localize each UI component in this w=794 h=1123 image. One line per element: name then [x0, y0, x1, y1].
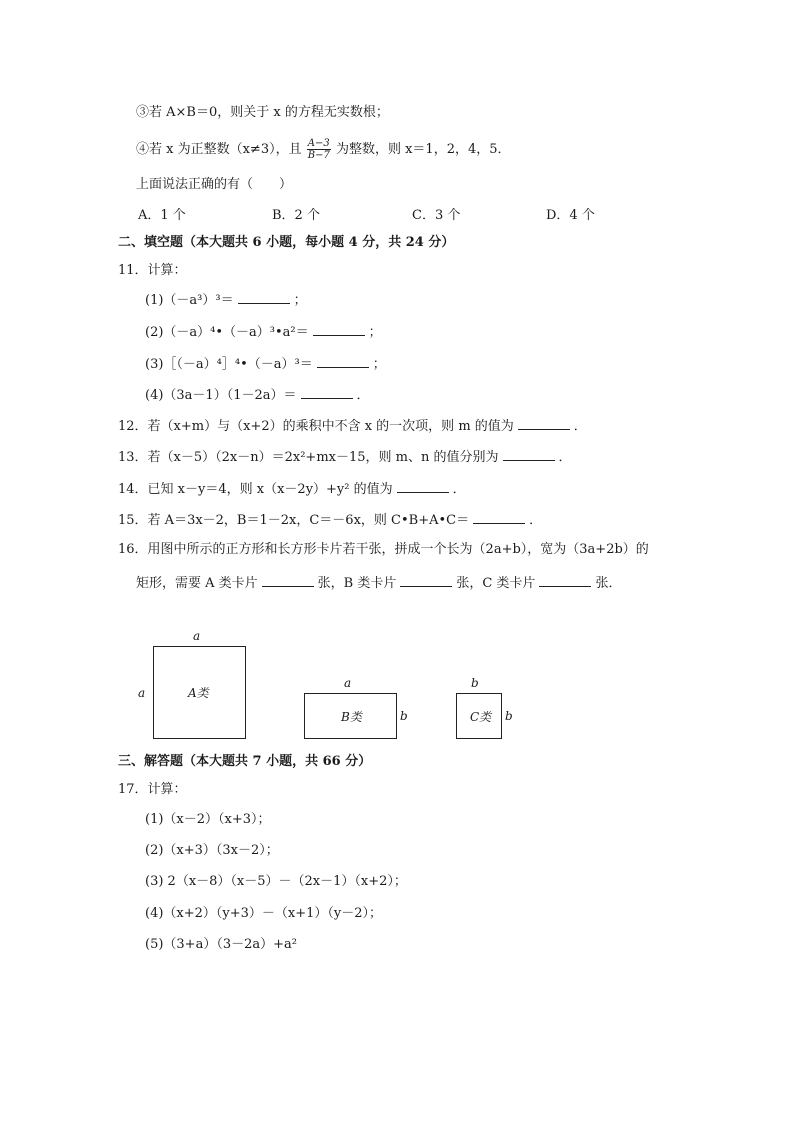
answer-blank — [539, 573, 591, 587]
answer-blank — [313, 322, 365, 336]
q15-tail: ． — [529, 513, 543, 528]
card-a — [153, 646, 246, 739]
card-a-name: A类 — [188, 686, 209, 700]
card-a-top-label: a — [193, 629, 201, 643]
q15-text: 15．若 A＝3x－2，B＝1－2x，C＝－6x，则 C•B+A•C＝ — [118, 513, 470, 528]
q11-part-2-tail: ； — [368, 325, 382, 340]
q12-text: 12．若（x+m）与（x+2）的乘积中不含 x 的一次项，则 m 的值为 — [118, 419, 514, 434]
statement-3: ③若 A×B＝0，则关于 x 的方程无实数根； — [136, 105, 389, 120]
section-2-title: 二、填空题（本大题共 6 小题，每小题 4 分，共 24 分） — [118, 235, 455, 250]
q11-part-4 — [145, 385, 370, 405]
q13 — [118, 447, 572, 467]
q17-part-1: (1)（x－2）（x+3）； — [145, 812, 271, 827]
q11-part-1-tail: ； — [293, 293, 307, 308]
answer-blank — [262, 573, 314, 587]
answer-blank — [518, 416, 570, 430]
answer-blank — [238, 290, 290, 304]
card-b-side-label: b — [400, 709, 408, 723]
q11-part-2-text: (2)（－a）⁴•（－a）³•a²＝ — [145, 325, 309, 340]
section-3-title: 三、解答题（本大题共 7 小题，共 66 分） — [118, 754, 372, 769]
q11-part-2 — [145, 322, 382, 342]
q11-part-4-tail: ． — [356, 388, 370, 403]
statement-4-lead: ④若 x 为正整数（x≠3），且 — [136, 142, 302, 157]
card-c-top-label: b — [471, 676, 479, 690]
answer-blank — [400, 573, 452, 587]
q17-part-2: (2)（x+3）（3x－2）； — [145, 843, 279, 858]
answer-blank — [317, 354, 369, 368]
q11-part-3-text: (3)［（－a）⁴］⁴•（－a）³＝ — [145, 357, 313, 372]
q17-stem: 17．计算： — [118, 782, 187, 797]
q16-b-cards: 张，B 类卡片 — [317, 576, 397, 591]
q11-stem: 11．计算： — [118, 263, 187, 278]
q11-part-4-text: (4)（3a－1）（1－2a）＝ — [145, 388, 297, 403]
q13-tail: ． — [558, 450, 572, 465]
fraction — [307, 138, 331, 161]
q11-part-1-text: (1)（－a³）³＝ — [145, 293, 234, 308]
q17-part-3: (3) 2（x－8）（x－5）－（2x－1）（x+2）； — [145, 874, 407, 889]
answer-blank — [503, 447, 555, 461]
q12-tail: ． — [573, 419, 587, 434]
q16-line-1: 16．用图中所示的正方形和长方形卡片若干张，拼成一个长为（2a+b），宽为（3a+2b）的 — [118, 542, 649, 557]
statement-4-tail: 为整数，则 x＝1，2，4，5． — [335, 142, 511, 157]
q17-part-4: (4)（x+2）（y+3）－（x+1）（y－2）； — [145, 906, 383, 921]
card-c — [456, 693, 502, 739]
option-c: C．3 个 — [412, 208, 461, 223]
q15 — [118, 510, 542, 530]
answer-blank — [301, 385, 353, 399]
fraction-denominator: B−7 — [307, 150, 330, 161]
option-b: B．2 个 — [272, 208, 320, 223]
option-d: D．4 个 — [546, 208, 595, 223]
card-c-side-label: b — [505, 709, 513, 723]
q16-line-2 — [136, 573, 621, 593]
q11-part-1 — [145, 290, 307, 310]
q16-c-cards: 张，C 类卡片 — [456, 576, 536, 591]
q17-part-5: (5)（3+a）（3－2a）+a² — [145, 937, 297, 952]
card-b — [304, 693, 397, 739]
q16-a-cards: 矩形，需要 A 类卡片 — [136, 576, 258, 591]
q11-part-3-tail: ； — [372, 357, 386, 372]
q14-text: 14．已知 x－y＝4，则 x（x－2y）+y² 的值为 — [118, 482, 393, 497]
question-prompt: 上面说法正确的有（ ） — [136, 177, 293, 192]
q16-tail: 张． — [595, 576, 622, 591]
q14 — [118, 479, 466, 499]
statement-4 — [136, 138, 511, 161]
q11-part-3 — [145, 354, 386, 374]
card-b-name: B类 — [341, 710, 362, 724]
q12 — [118, 416, 587, 436]
answer-blank — [397, 479, 449, 493]
q13-text: 13．若（x－5）（2x－n）＝2x²+mx－15，则 m、n 的值分别为 — [118, 450, 499, 465]
option-a: A．1 个 — [138, 208, 186, 223]
card-b-top-label: a — [344, 676, 352, 690]
card-c-name: C类 — [470, 710, 492, 724]
card-a-side-label: a — [138, 686, 146, 700]
q14-tail: ． — [452, 482, 466, 497]
fraction-numerator: A−3 — [307, 138, 330, 149]
answer-blank — [473, 510, 525, 524]
